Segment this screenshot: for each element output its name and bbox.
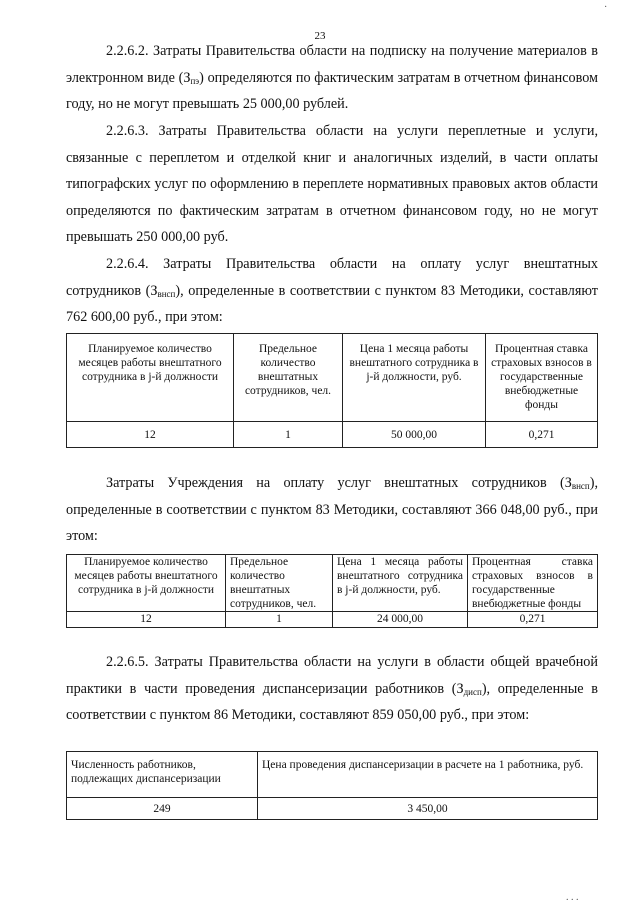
table-cell: 0,271 [486,422,598,448]
paragraph-2-2-6-3: 2.2.6.3. Затраты Правительства области на услуги переплетные и услуги, связанные с переплетом и отделкой книг и аналогичных изделий, в части оплаты типографских услуг по оформлению в переплете нормативных правовых актов области определяются по фактическим затратам в отчетном финансовом году, но не могут превышать 250 000,00 руб. [66,123,598,245]
table-external-staff-institution [66,554,598,628]
table-header-cell: Цена 1 месяца работы внештатного сотрудника в j-й должности, руб. [343,334,486,422]
table-header-row [67,334,598,422]
table-medical-examination [66,751,598,820]
table-header-cell: Цена проведения диспансеризации в расчете на 1 работника, руб. [258,752,598,798]
table-header-cell: Процентная ставка страховых взносов в государственные внебюджетные фонды [486,334,598,422]
table-cell: 24 000,00 [333,612,468,628]
subscript: пэ [190,75,200,86]
paragraph-2-2-6-5 [66,649,598,729]
paragraph-text: 2.2.6.4. Затраты Правительства области на оплату услуг внештатных сотрудников (З [66,256,598,299]
table-cell: 12 [67,612,226,628]
paragraph-text: 2.2.6.2. Затраты Правительства области на подписку на получение материалов в электронном виде (З [66,43,598,86]
table-cell: 0,271 [468,612,598,628]
table-external-staff-government [66,333,598,448]
page-number: 23 [314,30,326,42]
table-cell: 249 [67,798,258,820]
subscript: внсп [571,481,590,491]
scan-edge-mark: · [604,2,608,13]
paragraph-text: ) определяются по фактическим затратам в отчетном финансовом году, но не могут превышать 25 000,00 рублей. [66,69,598,112]
table-header-row [67,555,598,612]
table-header-row [67,752,598,798]
paragraph-2-2-6-4 [66,251,598,331]
table-header-cell: Предельное количество внештатных сотрудников, чел. [226,555,333,612]
paragraph-text: Затраты Учреждения на оплату услуг внештатных сотрудников (З [106,475,572,491]
table-row [67,422,598,448]
table-cell: 3 450,00 [258,798,598,820]
table-header-cell: Численность работников, подлежащих диспансеризации [67,752,258,798]
table-cell: 1 [226,612,333,628]
paragraph-text: ), определенные в соответствии с пунктом 83 Методики, составляют 762 600,00 руб., при этом: [66,282,598,325]
table-cell: 1 [234,422,343,448]
table-cell: 12 [67,422,234,448]
paragraph-institution-costs [66,470,598,550]
table-header-cell: Планируемое количество месяцев работы внештатного сотрудника в j-й должности [67,555,226,612]
paragraph-text: 2.2.6.5. Затраты Правительства области на услуги в области общей врачебной практики в части проведения диспансеризации работников (З [66,654,598,697]
paragraph-text: ), определенные в соответствии с пунктом 83 Методики, составляют 366 048,00 руб., при этом: [66,475,598,544]
table-header-cell: Планируемое количество месяцев работы внештатного сотрудника в j-й должности [67,334,234,422]
paragraph-text: ), определенные в соответствии с пунктом 86 Методики, составляют 859 050,00 руб., при этом: [66,680,598,723]
subscript: дисп [463,686,482,697]
table-header-cell: Цена 1 месяца работы внештатного сотрудника в j-й должности, руб. [333,555,468,612]
table-header-cell: Предельное количество внештатных сотрудников, чел. [234,334,343,422]
table-cell: 50 000,00 [343,422,486,448]
table-row [67,612,598,628]
paragraph-2-2-6-2 [66,38,598,118]
table-row [67,798,598,820]
subscript: внсп [157,288,176,299]
table-header-cell: Процентная ставка страховых взносов в государственные внебюджетные фонды [468,555,598,612]
scan-edge-mark: . . . [566,892,579,903]
